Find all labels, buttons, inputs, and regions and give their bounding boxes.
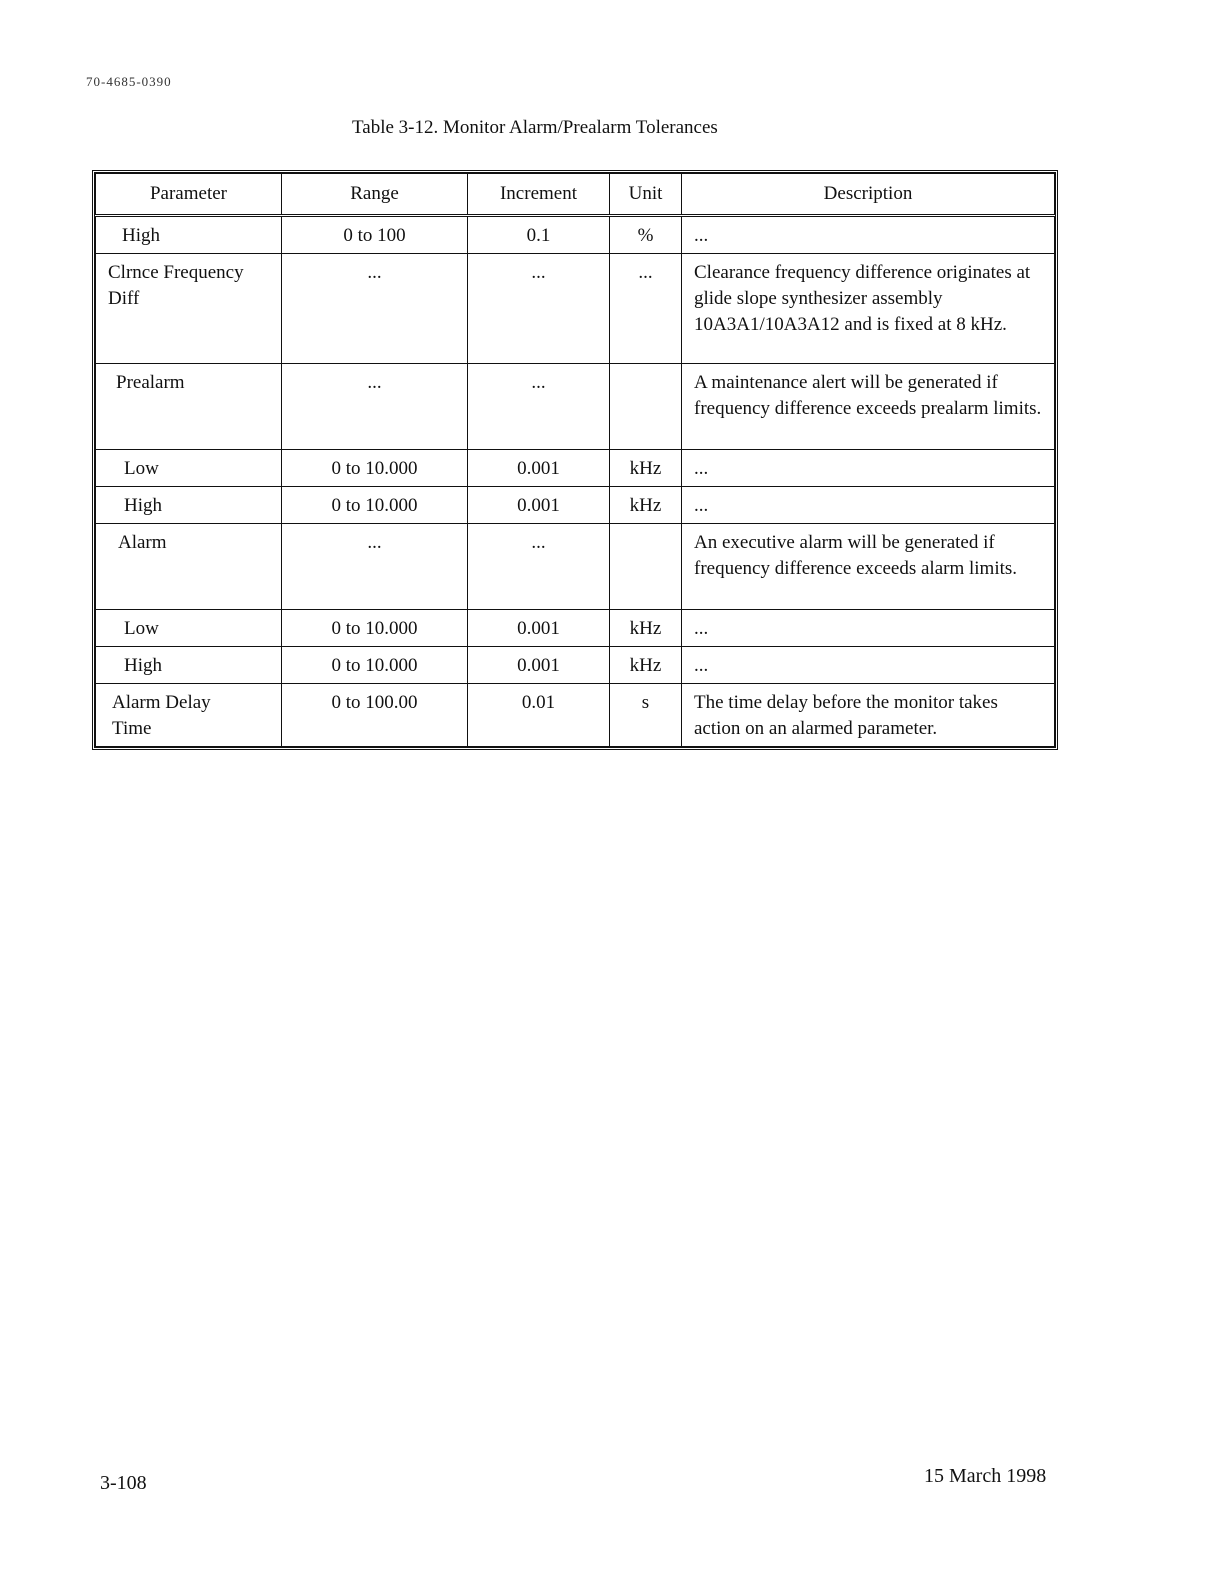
cell-unit: kHz (610, 610, 682, 647)
table-header-row (96, 174, 1055, 216)
table-title: Table 3-12. Monitor Alarm/Prealarm Tolerances (352, 117, 718, 138)
cell-description: Clearance frequency difference originates at glide slope synthesizer assembly 10A3A1/10A3A12 and is fixed at 8 kHz. (682, 254, 1055, 364)
tolerances-table (92, 170, 1058, 750)
cell-parameter: High (96, 647, 282, 684)
cell-increment: ... (468, 254, 610, 364)
column-header-increment: Increment (468, 174, 610, 216)
cell-unit: s (610, 684, 682, 747)
cell-parameter: Alarm (96, 524, 282, 610)
cell-description: A maintenance alert will be generated if frequency difference exceeds prealarm limits. (682, 364, 1055, 450)
cell-unit (610, 364, 682, 450)
table-row (96, 610, 1055, 647)
table-row (96, 450, 1055, 487)
cell-range: ... (282, 524, 468, 610)
cell-increment: 0.001 (468, 647, 610, 684)
cell-unit: kHz (610, 647, 682, 684)
cell-description: The time delay before the monitor takes action on an alarmed parameter. (682, 684, 1055, 747)
cell-increment: ... (468, 364, 610, 450)
cell-range: 0 to 100.00 (282, 684, 468, 747)
table-row (96, 684, 1055, 747)
table-row (96, 647, 1055, 684)
cell-increment: 0.1 (468, 216, 610, 254)
cell-description: An executive alarm will be generated if frequency difference exceeds alarm limits. (682, 524, 1055, 610)
cell-description: ... (682, 610, 1055, 647)
cell-increment: 0.001 (468, 610, 610, 647)
cell-increment: ... (468, 524, 610, 610)
column-header-range: Range (282, 174, 468, 216)
column-header-description: Description (682, 174, 1055, 216)
cell-range: ... (282, 254, 468, 364)
cell-range: ... (282, 364, 468, 450)
cell-unit: % (610, 216, 682, 254)
cell-description: ... (682, 216, 1055, 254)
cell-range: 0 to 10.000 (282, 487, 468, 524)
cell-parameter: Prealarm (96, 364, 282, 450)
cell-parameter: High (96, 487, 282, 524)
cell-unit (610, 524, 682, 610)
cell-increment: 0.001 (468, 450, 610, 487)
cell-parameter: Low (96, 610, 282, 647)
publication-date: 15 March 1998 (924, 1465, 1047, 1487)
cell-range: 0 to 100 (282, 216, 468, 254)
cell-increment: 0.01 (468, 684, 610, 747)
table-row (96, 364, 1055, 450)
table-row (96, 487, 1055, 524)
cell-parameter: Low (96, 450, 282, 487)
table-row (96, 524, 1055, 610)
cell-unit: kHz (610, 487, 682, 524)
cell-description: ... (682, 647, 1055, 684)
column-header-unit: Unit (610, 174, 682, 216)
cell-parameter: Clrnce Frequency Diff (96, 254, 282, 364)
page-number: 3-108 (100, 1472, 147, 1494)
document-number: 70-4685-0390 (86, 74, 172, 89)
cell-description: ... (682, 450, 1055, 487)
cell-range: 0 to 10.000 (282, 450, 468, 487)
cell-range: 0 to 10.000 (282, 647, 468, 684)
cell-unit: ... (610, 254, 682, 364)
cell-range: 0 to 10.000 (282, 610, 468, 647)
cell-increment: 0.001 (468, 487, 610, 524)
cell-parameter: High (96, 216, 282, 254)
table-row (96, 216, 1055, 254)
cell-unit: kHz (610, 450, 682, 487)
cell-description: ... (682, 487, 1055, 524)
table-row (96, 254, 1055, 364)
column-header-parameter: Parameter (96, 174, 282, 216)
cell-parameter: Alarm Delay Time (96, 684, 282, 747)
